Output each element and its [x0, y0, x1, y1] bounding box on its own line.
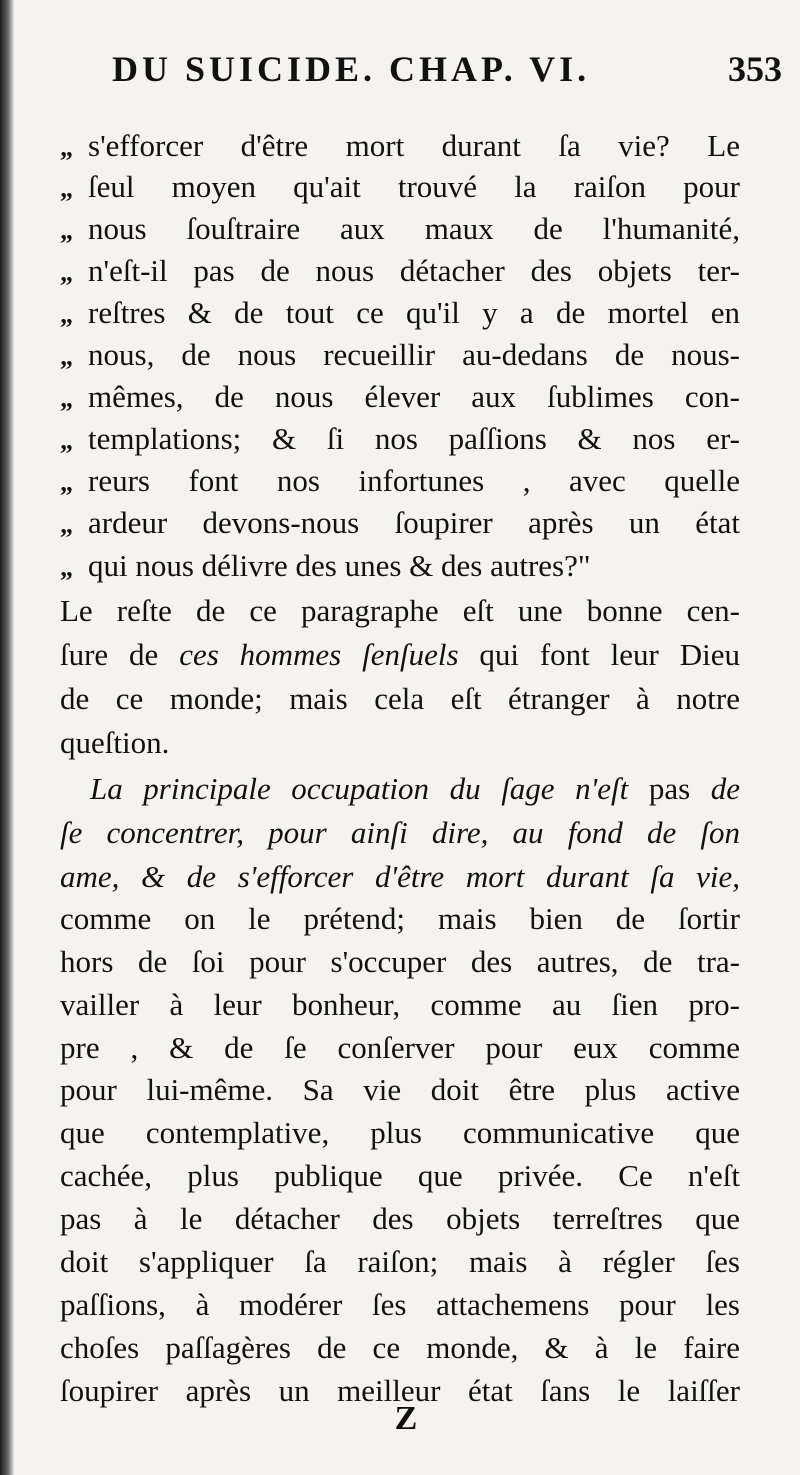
text-line: „ qui nous délivre des unes & des autres?" — [60, 543, 740, 588]
text-line: ſoupirer après un meilleur état ſans le laiſſer — [60, 1373, 740, 1408]
text-line: „ s'efforcer d'être mort durant ſa vie? Le — [60, 123, 740, 168]
text-line: Le reſte de ce paragraphe eſt une bonne cen- — [60, 593, 740, 628]
quote-mark: „ — [60, 468, 73, 497]
italic-phrase: ces hommes ſenſuels — [179, 637, 459, 672]
quote-mark: „ — [60, 300, 73, 329]
quote-mark: „ — [60, 384, 73, 413]
text-line: queſtion. — [60, 725, 170, 760]
quote-mark: „ — [60, 553, 73, 582]
text-line: pas à le détacher des objets terreſtres que — [60, 1201, 740, 1236]
text-line: La principale occupation du ſage n'eſt pas de — [90, 771, 740, 806]
text-line: choſes paſſagères de ce monde, & à le faire — [60, 1330, 740, 1365]
text-line: „ nous ſouſtraire aux maux de l'humanité, — [60, 206, 740, 251]
page-number: 353 — [728, 49, 782, 89]
italic-phrase: ame, & de s'efforcer d'être mort durant ſa vie, — [60, 859, 740, 894]
quote-mark: „ — [60, 510, 73, 539]
text-line — [60, 810, 740, 855]
text-line: „ ſeul moyen qu'ait trouvé la raiſon pour — [60, 164, 740, 209]
text-line: hors de ſoi pour s'occuper des autres, de tra- — [60, 944, 740, 979]
text-line — [60, 854, 740, 899]
italic-phrase: ſe concentrer, pour ainſi dire, au fond de ſon — [60, 815, 740, 850]
text-line: „ reurs font nos infortunes , avec quelle — [60, 458, 740, 503]
quote-mark: „ — [60, 342, 73, 371]
text-line: cachée, plus publique que privée. Ce n'eſt — [60, 1158, 740, 1193]
text-line: „ ardeur devons-nous ſoupirer après un état — [60, 500, 740, 545]
text-line: „ templations; & ſi nos paſſions & nos er- — [60, 416, 740, 461]
signature-mark: Z — [394, 1400, 418, 1437]
quote-mark: „ — [60, 133, 73, 162]
text-line: ſure de ces hommes ſenſuels qui font leur Dieu — [60, 637, 740, 672]
text-line: „ reſtres & de tout ce qu'il y a de mortel en — [60, 290, 740, 335]
quote-mark: „ — [60, 258, 73, 287]
quote-mark: „ — [60, 216, 73, 245]
text-line: pre , & de ſe conſerver pour eux comme — [60, 1030, 740, 1065]
text-line: „ nous, de nous recueillir au-dedans de nous- — [60, 332, 740, 377]
text-line: vailler à leur bonheur, comme au ſien pro- — [60, 987, 740, 1022]
italic-phrase: de — [710, 771, 740, 806]
text-line: pour lui-même. Sa vie doit être plus active — [60, 1072, 740, 1107]
text-line: que contemplative, plus communicative que — [60, 1115, 740, 1150]
running-title: DU SUICIDE. CHAP. VI. — [112, 49, 591, 89]
text-line: de ce monde; mais cela eſt étranger à notre — [60, 681, 740, 716]
text-line: comme on le prétend; mais bien de ſortir — [60, 901, 740, 936]
text-line: doit s'appliquer ſa raiſon; mais à régler ſes — [60, 1244, 740, 1279]
quote-mark: „ — [60, 426, 73, 455]
page-header — [112, 48, 782, 98]
quote-mark: „ — [60, 174, 73, 203]
text-line: paſſions, à modérer ſes attachemens pour les — [60, 1287, 740, 1322]
italic-phrase: La principale occupation du ſage n'eſt — [90, 771, 629, 806]
text-line: „ mêmes, de nous élever aux ſublimes con- — [60, 374, 740, 419]
text-line: „ n'eſt-il pas de nous détacher des objets ter- — [60, 248, 740, 293]
page-gutter-shadow — [0, 0, 14, 1475]
